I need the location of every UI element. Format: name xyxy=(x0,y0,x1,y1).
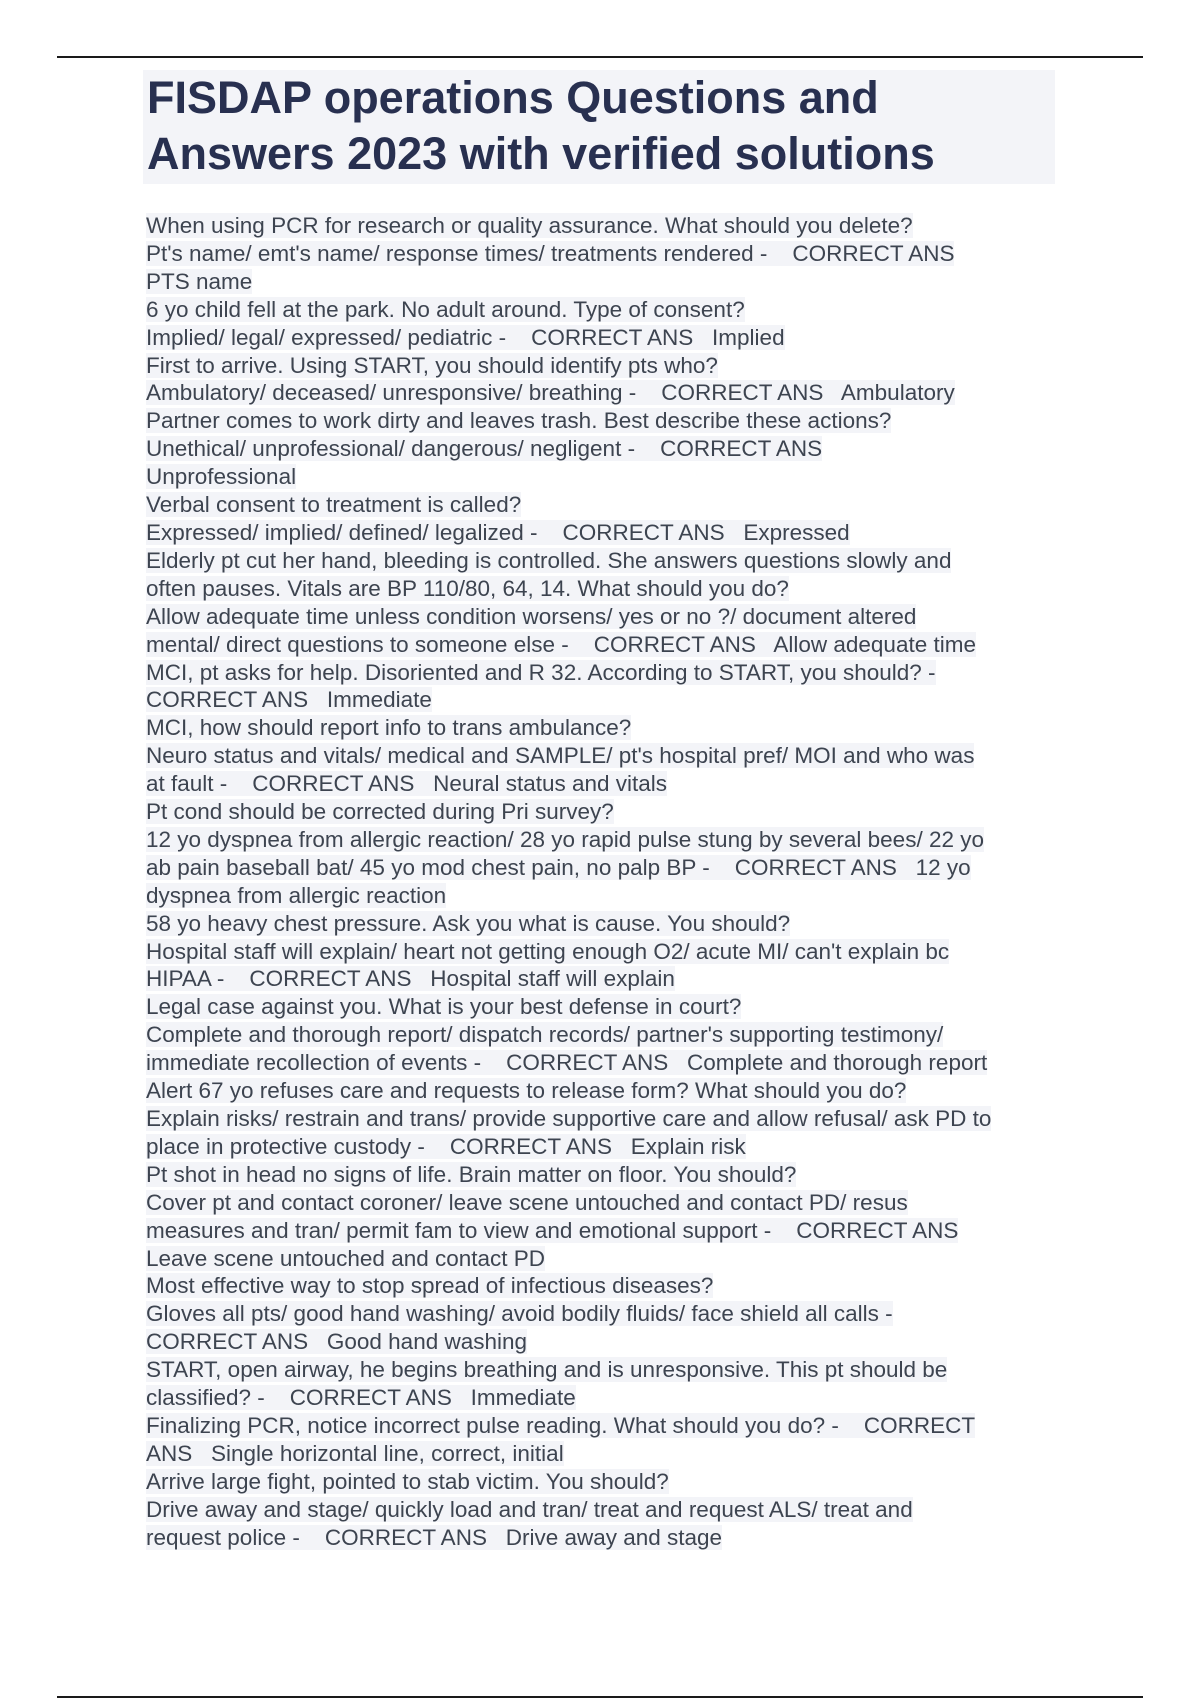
body-line-text: dyspnea from allergic reaction xyxy=(146,882,447,908)
body-line xyxy=(146,1384,1066,1412)
body-line-text: Expressed/ implied/ defined/ legalized - CORRECT ANS Expressed xyxy=(146,519,850,545)
body-line-text: CORRECT ANS Immediate xyxy=(146,687,432,713)
body-line xyxy=(146,407,1066,435)
body-line-text: classified? - CORRECT ANS Immediate xyxy=(146,1385,576,1411)
body-line-text: Pt shot in head no signs of life. Brain matter on floor. You should? xyxy=(146,1161,797,1187)
body-line-text: Implied/ legal/ expressed/ pediatric - CORRECT ANS Implied xyxy=(146,324,785,350)
body-line-text: Pt's name/ emt's name/ response times/ treatments rendered - CORRECT ANS xyxy=(146,240,955,266)
body-line-text: Allow adequate time unless condition worsens/ yes or no ?/ document altered xyxy=(146,603,917,629)
body-line-text: Gloves all pts/ good hand washing/ avoid bodily fluids/ face shield all calls - xyxy=(146,1301,893,1327)
body-line xyxy=(146,631,1066,659)
body-line-text: Alert 67 yo refuses care and requests to release form? What should you do? xyxy=(146,1078,907,1104)
body-line-text: Unethical/ unprofessional/ dangerous/ negligent - CORRECT ANS xyxy=(146,436,823,462)
body-line-text: Hospital staff will explain/ heart not getting enough O2/ acute MI/ can't explain bc xyxy=(146,938,950,964)
body-line-text: Unprofessional xyxy=(146,464,297,490)
body-line xyxy=(146,910,1066,938)
title-block xyxy=(143,70,1055,184)
body-line xyxy=(146,575,1066,603)
body-line-text: HIPAA - CORRECT ANS Hospital staff will explain xyxy=(146,966,675,992)
body-line xyxy=(146,965,1066,993)
body-line-text: 12 yo dyspnea from allergic reaction/ 28 yo rapid pulse stung by several bees/ 22 yo xyxy=(146,826,984,852)
body-line-text: Legal case against you. What is your best defense in court? xyxy=(146,994,742,1020)
body-line-text: When using PCR for research or quality assurance. What should you delete? xyxy=(146,213,913,238)
body-line-text: Pt cond should be corrected during Pri survey? xyxy=(146,799,614,825)
body-line xyxy=(146,686,1066,714)
document-body xyxy=(146,212,1066,1552)
body-line-text: measures and tran/ permit fam to view and emotional support - CORRECT ANS xyxy=(146,1217,959,1243)
body-line xyxy=(146,296,1066,324)
body-line-text: Arrive large fight, pointed to stab victim. You should? xyxy=(146,1468,669,1494)
body-line-text: Ambulatory/ deceased/ unresponsive/ breathing - CORRECT ANS Ambulatory xyxy=(146,380,955,406)
body-line xyxy=(146,1468,1066,1496)
body-line xyxy=(146,1189,1066,1217)
body-line xyxy=(146,1356,1066,1384)
bottom-rule xyxy=(57,1696,1143,1698)
body-line-text: 58 yo heavy chest pressure. Ask you what is cause. You should? xyxy=(146,910,791,936)
body-line xyxy=(146,1328,1066,1356)
body-line-text: Leave scene untouched and contact PD xyxy=(146,1245,546,1271)
body-line xyxy=(146,1021,1066,1049)
body-line xyxy=(146,519,1066,547)
body-line xyxy=(146,603,1066,631)
body-line-text: Complete and thorough report/ dispatch records/ partner's supporting testimony/ xyxy=(146,1022,944,1048)
body-line-text: at fault - CORRECT ANS Neural status and vitals xyxy=(146,771,668,797)
body-line xyxy=(146,1524,1066,1552)
body-line xyxy=(146,547,1066,575)
body-line xyxy=(146,826,1066,854)
body-line-text: Elderly pt cut her hand, bleeding is controlled. She answers questions slowly and xyxy=(146,547,952,573)
body-line-text: Drive away and stage/ quickly load and tran/ treat and request ALS/ treat and xyxy=(146,1496,913,1522)
body-line xyxy=(146,882,1066,910)
body-line xyxy=(146,212,1066,240)
body-line-text: request police - CORRECT ANS Drive away and stage xyxy=(146,1524,723,1550)
title-line: Answers 2023 with verified solutions xyxy=(147,128,935,179)
body-line-text: mental/ direct questions to someone else - CORRECT ANS Allow adequate time xyxy=(146,631,976,657)
body-line xyxy=(146,993,1066,1021)
body-line-text: Most effective way to stop spread of infectious diseases? xyxy=(146,1273,714,1299)
body-line xyxy=(146,742,1066,770)
body-line-text: Explain risks/ restrain and trans/ provide supportive care and allow refusal/ ask PD to xyxy=(146,1106,992,1131)
body-line-text: CORRECT ANS Good hand washing xyxy=(146,1329,528,1355)
document-title xyxy=(143,70,1055,182)
body-line-text: Cover pt and contact coroner/ leave scene untouched and contact PD/ resus xyxy=(146,1189,908,1215)
body-line xyxy=(146,770,1066,798)
body-line-text: Partner comes to work dirty and leaves trash. Best describe these actions? xyxy=(146,408,892,434)
body-line-text: Neuro status and vitals/ medical and SAMPLE/ pt's hospital pref/ MOI and who was xyxy=(146,743,975,769)
body-line-text: PTS name xyxy=(146,268,253,294)
body-line-text: ab pain baseball bat/ 45 yo mod chest pain, no palp BP - CORRECT ANS 12 yo xyxy=(146,854,971,880)
body-line xyxy=(146,798,1066,826)
body-line xyxy=(146,659,1066,687)
body-line xyxy=(146,1049,1066,1077)
body-line-text: MCI, how should report info to trans ambulance? xyxy=(146,715,632,741)
body-line-text: ANS Single horizontal line, correct, initial xyxy=(146,1440,564,1466)
body-line xyxy=(146,714,1066,742)
top-rule xyxy=(57,56,1143,58)
body-line xyxy=(146,854,1066,882)
body-line xyxy=(146,1440,1066,1468)
body-line-text: 6 yo child fell at the park. No adult around. Type of consent? xyxy=(146,296,745,322)
body-line xyxy=(146,352,1066,380)
body-line xyxy=(146,1105,1066,1133)
body-line xyxy=(146,1077,1066,1105)
body-line xyxy=(146,1217,1066,1245)
body-line xyxy=(146,1161,1066,1189)
body-line xyxy=(146,1245,1066,1273)
body-line-text: MCI, pt asks for help. Disoriented and R 32. According to START, you should? - xyxy=(146,659,936,685)
body-line xyxy=(146,268,1066,296)
body-line xyxy=(146,1412,1066,1440)
body-line-text: immediate recollection of events - CORRECT ANS Complete and thorough report xyxy=(146,1050,988,1076)
body-line xyxy=(146,1272,1066,1300)
body-line-text: First to arrive. Using START, you should identify pts who? xyxy=(146,352,718,378)
title-line: FISDAP operations Questions and xyxy=(147,72,879,123)
body-line-text: Finalizing PCR, notice incorrect pulse reading. What should you do? - CORRECT xyxy=(146,1412,976,1438)
body-line-text: place in protective custody - CORRECT ANS Explain risk xyxy=(146,1133,746,1159)
body-line xyxy=(146,1300,1066,1328)
body-line xyxy=(146,379,1066,407)
body-line xyxy=(146,463,1066,491)
body-line-text: often pauses. Vitals are BP 110/80, 64, 14. What should you do? xyxy=(146,575,789,601)
body-line xyxy=(146,1133,1066,1161)
body-line xyxy=(146,1496,1066,1524)
body-line-text: Verbal consent to treatment is called? xyxy=(146,492,522,518)
body-line xyxy=(146,324,1066,352)
body-line xyxy=(146,435,1066,463)
body-line-text: START, open airway, he begins breathing and is unresponsive. This pt should be xyxy=(146,1357,948,1383)
body-line xyxy=(146,491,1066,519)
body-line xyxy=(146,938,1066,966)
body-line xyxy=(146,240,1066,268)
